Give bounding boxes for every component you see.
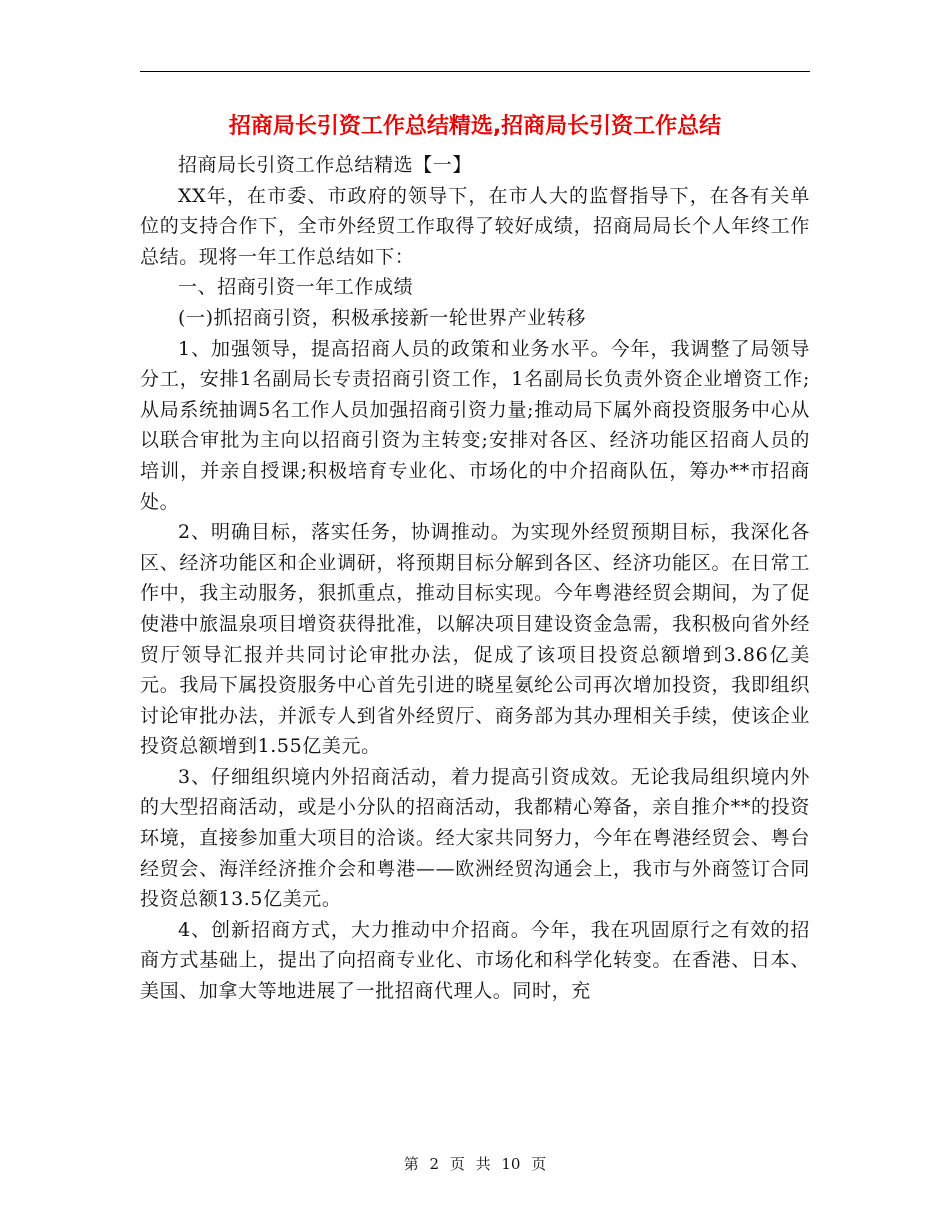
body-paragraph: XX年，在市委、市政府的领导下，在市人大的监督指导下，在各有关单位的支持合作下，全市外经贸工作取得了较好成绩，招商局局长个人年终工作总结。现将一年工作总结如下： (140, 184, 810, 268)
document-title: 招商局长引资工作总结精选,招商局长引资工作总结 (228, 114, 722, 139)
section-heading: 招商局长引资工作总结精选【一】 (178, 154, 473, 176)
header-rule (140, 71, 810, 72)
document-body (140, 150, 810, 1007)
body-paragraph: 1、加强领导，提高招商人员的政策和业务水平。今年，我调整了局领导分工，安排1名副局长专责招商引资工作，1名副局长负责外资企业增资工作;从局系统抽调5名工作人员加强招商引资力量;推动局下属外商投资服务中心从以联合审批为主向以招商引资为主转变;安排对各区、经济功能区招商人员的培训，并亲自授课;积极培育专业化、市场化的中介招商队伍，筹办**市招商处。 (140, 337, 810, 513)
body-paragraph: 2、明确目标，落实任务，协调推动。为实现外经贸预期目标，我深化各区、经济功能区和企业调研，将预期目标分解到各区、经济功能区。在日常工作中，我主动服务，狠抓重点，推动目标实现。今年粤港经贸会期间，为了促使港中旅温泉项目增资获得批准，以解决项目建设资金急需，我积极向省外经贸厅领导汇报并共同讨论审批办法，促成了该项目投资总额增到3.86亿美元。我局下属投资服务中心首先引进的晓星氨纶公司再次增加投资，我即组织讨论审批办法，并派专人到省外经贸厅、商务部为其办理相关手续，使该企业投资总额增到1.55亿美元。 (140, 521, 810, 758)
body-paragraph: 4、创新招商方式，大力推动中介招商。今年，我在巩固原行之有效的招商方式基础上，提出了向招商专业化、市场化和科学化转变。在香港、日本、美国、加拿大等地进展了一批招商代理人。同时，充 (140, 918, 810, 1003)
body-paragraph: 3、仔细组织境内外招商活动，着力提高引资成效。无论我局组织境内外的大型招商活动，或是小分队的招商活动，我都精心筹备，亲自推介**的投资环境，直接参加重大项目的洽谈。经大家共同努力，今年在粤港经贸会、粤台经贸会、海洋经济推介会和粤港——欧洲经贸沟通会上，我市与外商签订合同投资总额13.5亿美元。 (140, 765, 810, 911)
page-number: 第 2 页 共 10 页 (403, 1155, 547, 1173)
section-heading: 一、招商引资一年工作成绩 (178, 276, 414, 299)
subsection-heading: (一)抓招商引资，积极承接新一轮世界产业转移 (178, 306, 587, 329)
